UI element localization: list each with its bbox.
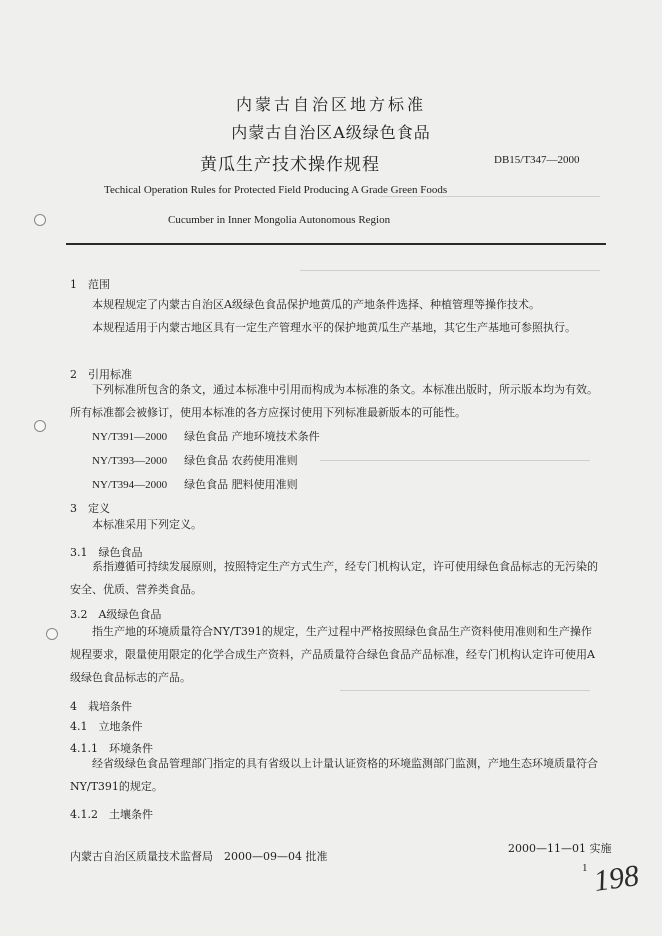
english-title-line1: Techical Operation Rules for Protected Field Producing A Grade Green Foods — [104, 184, 448, 196]
section-4-heading: 4 栽培条件 — [70, 700, 132, 713]
document-title-line2: 黄瓜生产技术操作规程 — [200, 155, 380, 175]
bleed-through — [320, 460, 590, 461]
reference-code: NY/T393—2000 — [92, 455, 168, 467]
punch-hole — [34, 214, 46, 226]
reference-item — [92, 454, 298, 468]
section-2-para-1-text: 下列标准所包含的条文，通过本标准中引用而构成为本标准的条文。本标准出版时，所示版本均为有效。所有标准都会被修订，使用本标准的各方应探讨使用下列标准最新版本的可能性。 — [70, 383, 598, 419]
section-3-1-para-text: 系指遵循可持续发展原则，按照特定生产方式生产，经专门机构认定，许可使用绿色食品标志的无污染的安全、优质、营养类食品。 — [70, 560, 598, 596]
section-2-heading: 2 引用标准 — [70, 368, 132, 381]
section-3-para-1 — [70, 513, 600, 536]
section-4-1-2-heading: 4.1.2 土壤条件 — [70, 808, 153, 821]
reference-name: 绿色食品 产地环境技术条件 — [184, 430, 320, 443]
section-4-1-1-para — [70, 752, 600, 798]
reference-code: NY/T391—2000 — [92, 431, 168, 443]
page-number: 1 — [582, 862, 588, 874]
section-2-para-1 — [70, 378, 600, 424]
section-3-heading: 3 定义 — [70, 502, 110, 515]
section-3-1-heading: 3.1 绿色食品 — [70, 546, 143, 559]
reference-name: 绿色食品 农药使用准则 — [184, 454, 298, 467]
section-1-para-1 — [70, 293, 600, 316]
standard-code: DB15/T347—2000 — [494, 154, 580, 166]
reference-item — [92, 430, 320, 444]
bleed-through — [340, 690, 590, 691]
reference-name: 绿色食品 肥料使用准则 — [184, 478, 298, 491]
section-1-para-1-text: 本规程规定了内蒙古自治区A级绿色食品保护地黄瓜的产地条件选择、种植管理等操作技术。 — [92, 298, 540, 311]
section-3-1-para — [70, 555, 600, 601]
bleed-through — [300, 270, 600, 271]
bleed-through — [380, 196, 600, 197]
english-title-line2: Cucumber in Inner Mongolia Autonomous Region — [168, 214, 391, 226]
document-title-line1: 内蒙古自治区A级绿色食品 — [231, 123, 431, 142]
effective-date: 2000—11—01 实施 — [508, 842, 612, 855]
section-4-1-heading: 4.1 立地条件 — [70, 720, 143, 733]
section-1-para-2 — [70, 316, 600, 339]
section-3-2-para-text: 指生产地的环境质量符合NY/T391的规定，生产过程中严格按照绿色食品生产资料使用准则和生产操作规程要求，限量使用限定的化学合成生产资料，产品质量符合绿色食品产品标准，经专门机构认定许可使用A级绿色食品标志的产品。 — [70, 625, 595, 684]
section-3-2-para — [70, 620, 600, 689]
section-4-1-1-heading: 4.1.1 环境条件 — [70, 742, 153, 755]
section-3-2-heading: 3.2 A级绿色食品 — [70, 608, 162, 621]
reference-code: NY/T394—2000 — [92, 479, 168, 491]
section-4-1-1-para-text: 经省级绿色食品管理部门指定的具有省级以上计量认证资格的环境监测部门监测，产地生态环境质量符合NY/T391的规定。 — [70, 757, 598, 793]
reference-item — [92, 478, 298, 492]
section-1-heading: 1 范围 — [70, 278, 110, 291]
punch-hole — [46, 628, 58, 640]
approval-line: 内蒙古自治区质量技术监督局 2000—09—04 批准 — [70, 850, 328, 863]
punch-hole — [34, 420, 46, 432]
section-3-para-1-text: 本标准采用下列定义。 — [92, 518, 202, 531]
header-rule — [66, 243, 606, 245]
handwritten-annotation: 198 — [591, 859, 642, 898]
standard-category: 内蒙古自治区地方标准 — [235, 95, 426, 114]
section-1-para-2-text: 本规程适用于内蒙古地区具有一定生产管理水平的保护地黄瓜生产基地，其它生产基地可参照执行。 — [92, 321, 576, 334]
